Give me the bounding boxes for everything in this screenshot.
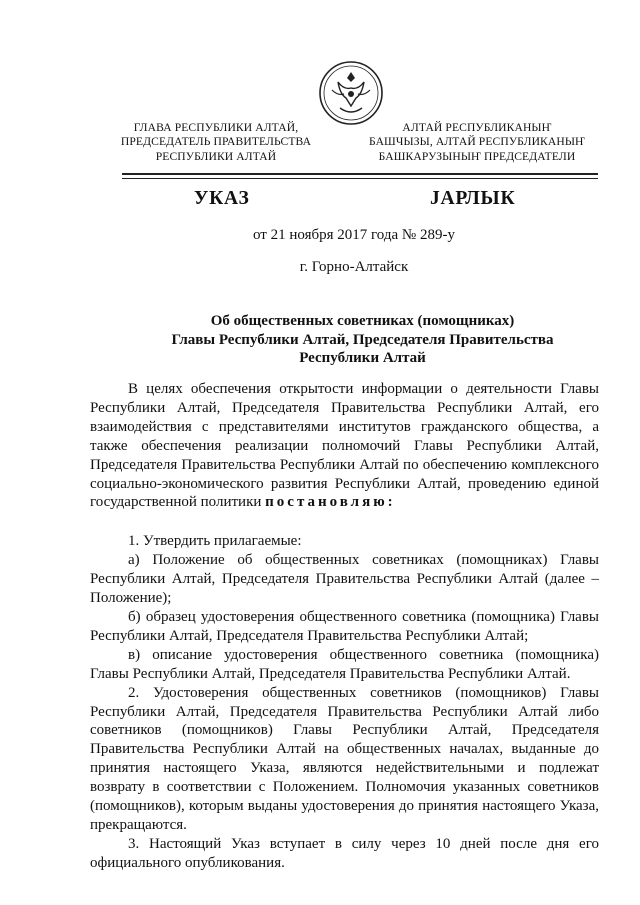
header-right-line: БАШКАРУЗЫНЫҤ ПРЕДСЕДАТЕЛИ <box>378 149 576 163</box>
coat-of-arms-emblem <box>318 60 384 126</box>
header-divider-thick <box>122 173 598 175</box>
preamble-paragraph <box>90 380 599 512</box>
heading-line: Об общественных советниках (помощниках) <box>210 313 515 329</box>
decree-body <box>90 380 599 873</box>
header-left-block <box>100 121 332 164</box>
header-left-line: ПРЕДСЕДАТЕЛЬ ПРАВИТЕЛЬСТВА <box>120 135 312 149</box>
clause-1: 1. Утвердить прилагаемые: <box>128 533 302 550</box>
header-divider-thin <box>122 178 598 179</box>
clause-3: 3. Настоящий Указ вступает в силу через 10 дней после дня его официального опубликования. <box>90 835 599 871</box>
doc-title-alt: JАРЛЫК <box>430 188 516 209</box>
header-right-block <box>353 121 601 164</box>
decree-heading <box>125 312 600 368</box>
city-line: г. Горно-Алтайск <box>299 259 409 275</box>
date-line: от 21 ноября 2017 года № 289-у <box>253 227 455 243</box>
clause-1a: а) Положение об общественных советниках (помощниках) Главы Республики Алтай, Председателя Правительства Республики Алтай (далее – Положение); <box>90 552 599 607</box>
heading-line: Республики Алтай <box>299 350 426 366</box>
header-right-line: АЛТАЙ РЕСПУБЛИКАНЫҤ <box>402 121 552 134</box>
clause-1c: в) описание удостоверения общественного советника (помощника) Главы Республики Алтай, Председателя Правительства Республики Алтай. <box>90 646 599 682</box>
clause-2: 2. Удостоверения общественных советников (помощников) Главы Республики Алтай, Председателя Правительства Республики Алтай либо советников (помощников) Главы Республики Алтай, Председателя Правительства Республики Алтай на общественных началах, выданные до принятия настоящего Указа, являются недействительными и подлежат возврату в соответствии с Положением. Полномочия указанных советников (помощников), которым выданы удостоверения до принятия настоящего Указа, прекращаются. <box>90 684 599 833</box>
header-left-line: ГЛАВА РЕСПУБЛИКИ АЛТАЙ, <box>133 121 299 134</box>
clause-1b: б) образец удостоверения общественного советника (помощника) Главы Республики Алтай, Председателя Правительства Республики Алтай; <box>90 608 599 644</box>
preamble-text: В целях обеспечения открытости информации о деятельности Главы Республики Алтай, Председателя Правительства Республики Алтай, его взаимодействия с представителями институтов гражданского общества, а также обеспечения реализации полномочий Главы Республики Алтай, Председателя Правительства Республики Алтай по обеспечению комплексного социально-экономического развития Республики Алтай, проведению единой государственной политики <box>90 381 599 511</box>
header-left-line: РЕСПУБЛИКИ АЛТАЙ <box>155 149 277 163</box>
header-right-line: БАШЧЫЗЫ, АЛТАЙ РЕСПУБЛИКАНЫҤ <box>368 135 585 149</box>
heading-line: Главы Республики Алтай, Председателя Правительства <box>171 331 554 348</box>
doc-title-ru: УКАЗ <box>194 188 250 209</box>
decree-word: постановляю: <box>265 494 396 511</box>
